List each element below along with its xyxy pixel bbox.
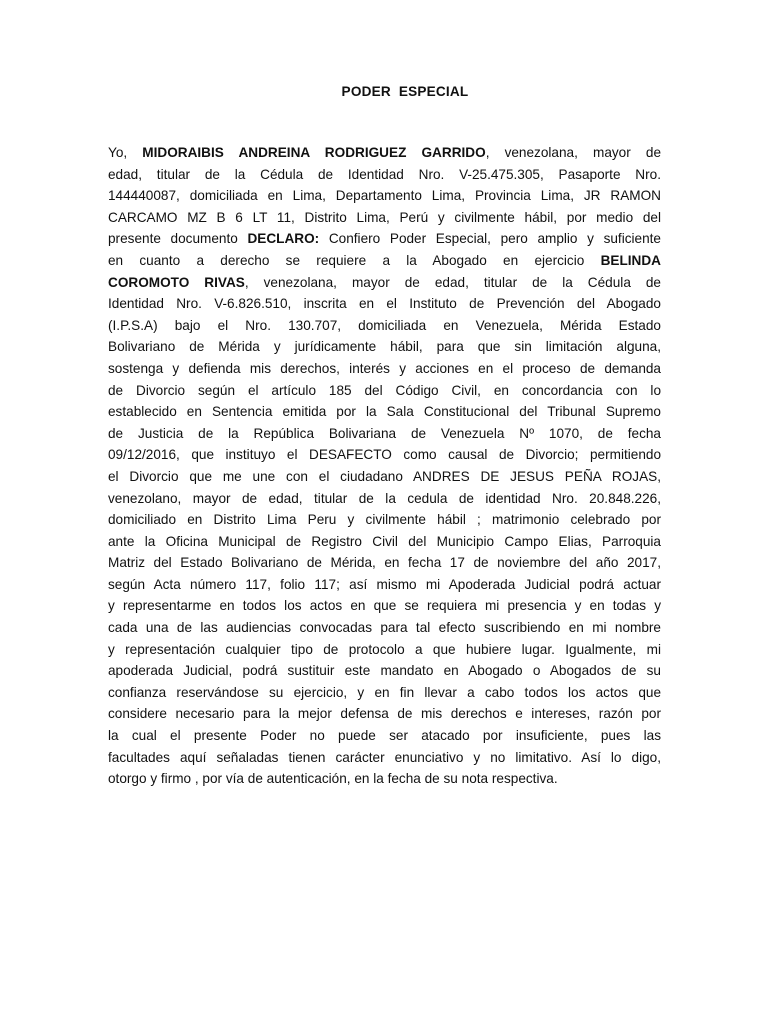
body-line (108, 336, 661, 358)
text-segment: domiciliado en Distrito Lima Peru y civilmente hábil ; matrimonio celebrado por (108, 512, 661, 528)
text-segment: la cual el presente Poder no puede ser atacado por insuficiente, pues las (108, 728, 661, 744)
text-segment: (I.P.S.A) bajo el Nro. 130.707, domiciliada en Venezuela, Mérida Estado (108, 317, 661, 333)
body-line (108, 574, 661, 596)
text-segment: según Acta número 117, folio 117; así mismo mi Apoderada Judicial podrá actuar (108, 576, 661, 592)
body-line (108, 250, 661, 272)
body-line (108, 617, 661, 639)
text-segment: y representarme en todos los actos en que se requiera mi presencia y en todas y (108, 598, 661, 614)
text-segment: y representación cualquier tipo de protocolo a que hubiere lugar. Igualmente, mi (108, 641, 661, 657)
body-line (108, 747, 661, 769)
body-line (108, 423, 661, 445)
body-line (108, 207, 661, 229)
body-line (108, 703, 661, 725)
text-segment: considere necesario para la mejor defensa de mis derechos e intereses, razón por (108, 706, 661, 722)
body-line (108, 142, 661, 164)
text-segment: , venezolana, mayor de (485, 145, 662, 160)
document-body (108, 142, 661, 790)
text-segment: otorgo y firmo , por vía de autenticación, en la fecha de su nota respectiva. (108, 771, 558, 787)
body-line (108, 488, 661, 510)
body-line (108, 401, 661, 423)
body-line (108, 466, 661, 488)
text-segment: 09/12/2016, que instituyo el DESAFECTO como causal de Divorcio; permitiendo (108, 447, 661, 463)
text-segment: de Divorcio según el artículo 185 del Código Civil, en concordancia con lo (108, 382, 661, 398)
text-segment: edad, titular de la Cédula de Identidad Nro. V-25.475.305, Pasaporte Nro. (108, 166, 661, 182)
text-segment: ante la Oficina Municipal de Registro Civil del Municipio Campo Elias, Parroquia (108, 533, 661, 549)
document-title: PODER ESPECIAL (341, 84, 469, 99)
text-segment: confianza reservándose su ejercicio, y en fin llevar a cabo todos los actos que (108, 684, 661, 700)
body-line (108, 444, 661, 466)
body-line (108, 595, 661, 617)
body-line (108, 358, 661, 380)
body-line (108, 380, 661, 402)
bold-text-segment: BELINDA (600, 252, 661, 268)
text-segment: en cuanto a derecho se requiere a la Abogado en ejercicio (108, 252, 601, 268)
text-segment: CARCAMO MZ B 6 LT 11, Distrito Lima, Perú y civilmente hábil, por medio del (108, 209, 661, 225)
body-line (108, 768, 661, 790)
body-line (108, 164, 661, 186)
text-segment: Bolivariano de Mérida y jurídicamente hábil, para que sin limitación alguna, (108, 339, 661, 355)
text-segment: presente documento (108, 231, 248, 247)
text-segment: Yo, (108, 145, 143, 160)
text-segment: cada una de las audiencias convocadas para tal efecto suscribiendo en mi nombre (108, 620, 661, 636)
body-line (108, 315, 661, 337)
text-segment: sostenga y defienda mis derechos, interés y acciones en el proceso de demanda (108, 360, 661, 376)
body-line (108, 725, 661, 747)
text-segment: Identidad Nro. V-6.826.510, inscrita en el Instituto de Prevención del Abogado (108, 296, 661, 312)
body-line (108, 552, 661, 574)
bold-text-segment: MIDORAIBIS ANDREINA RODRIGUEZ GARRIDO (142, 145, 486, 160)
text-segment: el Divorcio que me une con el ciudadano ANDRES DE JESUS PEÑA ROJAS, (108, 468, 661, 484)
body-line (108, 272, 661, 294)
bold-text-segment: COROMOTO RIVAS (108, 274, 245, 290)
text-segment: venezolano, mayor de edad, titular de la cedula de identidad Nro. 20.848.226, (108, 490, 661, 506)
text-segment: de Justicia de la República Bolivariana de Venezuela Nº 1070, de fecha (108, 425, 661, 441)
text-segment: Confiero Poder Especial, pero amplio y suficiente (319, 231, 661, 247)
text-segment: establecido en Sentencia emitida por la Sala Constitucional del Tribunal Supremo (108, 404, 661, 420)
body-line (108, 509, 661, 531)
body-line (108, 639, 661, 661)
text-segment: 144440087, domiciliada en Lima, Departamento Lima, Provincia Lima, JR RAMON (108, 188, 661, 204)
text-segment: facultades aquí señaladas tienen carácter enunciativo y no limitativo. Así lo digo, (108, 749, 661, 765)
body-line (108, 293, 661, 315)
text-segment: Matriz del Estado Bolivariano de Mérida, en fecha 17 de noviembre del año 2017, (108, 555, 661, 571)
text-segment: , venezolana, mayor de edad, titular de la Cédula de (244, 274, 661, 290)
body-line (108, 682, 661, 704)
bold-text-segment: DECLARO: (247, 231, 320, 247)
body-line (108, 660, 661, 682)
body-line (108, 531, 661, 553)
body-line (108, 228, 661, 250)
text-segment: apoderada Judicial, podrá sustituir este mandato en Abogado o Abogados de su (108, 663, 661, 679)
body-line (108, 185, 661, 207)
